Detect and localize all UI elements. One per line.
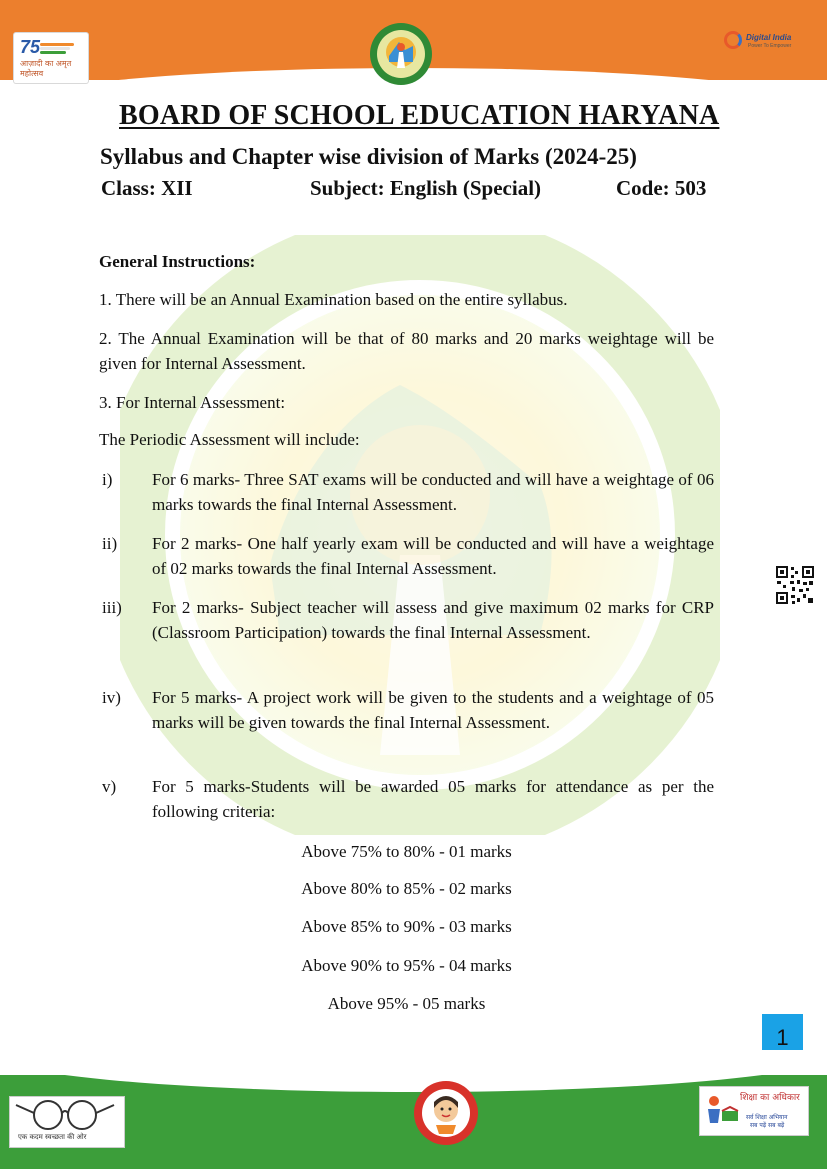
digital-india-icon bbox=[724, 31, 742, 49]
item-text: For 2 marks- One half yearly exam will be conducted and will have a weightage of 02 marks towards the final Internal Assessment. bbox=[152, 534, 714, 578]
syllabus-title: Syllabus and Chapter wise division of Marks (2024-25) bbox=[100, 144, 637, 169]
subject-label: Subject: English (Special) bbox=[310, 176, 542, 200]
item-number: i) bbox=[102, 470, 113, 489]
attendance-criterion: Above 85% to 90% - 03 marks bbox=[301, 917, 512, 936]
attendance-criterion: Above 95% - 05 marks bbox=[327, 994, 486, 1013]
assessment-item bbox=[99, 531, 714, 581]
gandhi-spectacles-icon bbox=[10, 1097, 124, 1133]
item-number: ii) bbox=[102, 534, 118, 553]
instruction-paragraph-2: 2. The Annual Examination will be that of 80 marks and 20 marks weightage will be given for Internal Assessment. bbox=[99, 329, 714, 373]
item-text: For 6 marks- Three SAT exams will be conducted and will have a weightage of 06 marks towards the final Internal Assessment. bbox=[152, 470, 714, 514]
sarva-shiksha-abhiyan-logo: शिक्षा का अधिकार सर्व शिक्षा अभियान सब पढ़ें सब बढ़ें bbox=[700, 1087, 808, 1135]
instruction-paragraph-1: 1. There will be an Annual Examination based on the entire syllabus. bbox=[99, 290, 568, 309]
beti-bachao-logo bbox=[413, 1080, 479, 1146]
assessment-item bbox=[99, 685, 714, 735]
children-reading-icon bbox=[702, 1091, 742, 1131]
board-seal-icon bbox=[369, 22, 433, 86]
instructions-heading: General Instructions: bbox=[99, 252, 256, 271]
instruction-paragraph-4: The Periodic Assessment will include: bbox=[99, 430, 360, 449]
azadi-logo-text: आज़ादी का अमृत महोत्सव bbox=[20, 59, 72, 78]
item-number: v) bbox=[102, 777, 117, 796]
item-text: For 2 marks- Subject teacher will assess and give maximum 02 marks for CRP (Classroom Participation) towards the final Internal Assessment. bbox=[152, 598, 714, 642]
digital-india-logo: Digital India Power To Empower bbox=[724, 30, 794, 56]
item-number: iii) bbox=[102, 598, 122, 617]
azadi-amrit-mahotsav-logo: 75 आज़ादी का अमृत महोत्सव bbox=[14, 33, 88, 83]
code-label: Code: 503 bbox=[616, 176, 707, 200]
assessment-item bbox=[99, 467, 714, 517]
qr-code-icon[interactable] bbox=[775, 565, 815, 605]
instruction-paragraph-3: 3. For Internal Assessment: bbox=[99, 393, 286, 412]
assessment-item bbox=[99, 774, 714, 824]
page-number-badge: 1 bbox=[762, 1014, 803, 1062]
item-text: For 5 marks-Students will be awarded 05 marks for attendance as per the following criteria: bbox=[152, 777, 714, 821]
class-label: Class: XII bbox=[101, 176, 193, 200]
attendance-criterion: Above 90% to 95% - 04 marks bbox=[301, 956, 512, 975]
item-text: For 5 marks- A project work will be given to the students and a weightage of 05 marks will be given towards the final Internal Assessment. bbox=[152, 688, 714, 732]
item-number: iv) bbox=[102, 688, 121, 707]
tricolor-swoosh-icon bbox=[40, 43, 76, 55]
attendance-criterion: Above 80% to 85% - 02 marks bbox=[301, 879, 512, 898]
assessment-item bbox=[99, 595, 714, 645]
swachh-bharat-logo: एक कदम स्वच्छता की ओर bbox=[10, 1097, 124, 1147]
board-title: BOARD OF SCHOOL EDUCATION HARYANA bbox=[119, 100, 720, 131]
attendance-criterion: Above 75% to 80% - 01 marks bbox=[301, 842, 512, 861]
